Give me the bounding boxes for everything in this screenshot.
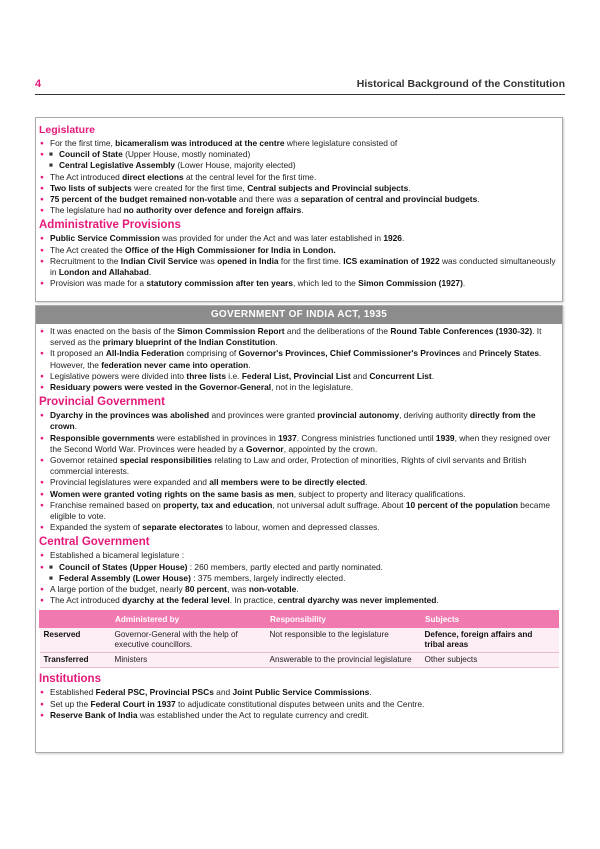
table-header-cell: Responsibility xyxy=(266,611,421,628)
list-item: ● Established a bicameral legislature : xyxy=(39,550,559,561)
sublist-wrapper xyxy=(39,149,559,171)
list-item: ● It was enacted on the basis of the Simon Commission Report and the deliberations of the Round Table Conferences (1930-32). It served as the primary blueprint of the Indian Constitution. xyxy=(39,326,559,348)
sublist-wrapper xyxy=(39,562,559,584)
list-item: ● It proposed an All-India Federation comprising of Governor's Provinces, Chief Commissioner's Provinces and Princely States. However, the federation never came into operation. xyxy=(39,348,559,370)
list-item: ● The Act introduced direct elections at the central level for the first time. xyxy=(39,172,559,183)
list-item: ● Provincial legislatures were expanded and all members were to be directly elected. xyxy=(39,477,559,488)
central-sublist xyxy=(39,562,559,584)
list-item: ● Legislative powers were divided into three lists i.e. Federal List, Provincial List and Concurrent List. xyxy=(39,371,559,382)
list-item: ● The Act introduced dyarchy at the federal level. In practice, central dyarchy was never implemented. xyxy=(39,595,559,606)
list-item: ● Recruitment to the Indian Civil Service was opened in India for the first time. ICS examination of 1922 was conducted simultaneously in London and Allahabad. xyxy=(39,256,559,278)
list-item: ● Public Service Commission was provided for under the Act and was later established in 1926. xyxy=(39,233,559,244)
table-cell: Ministers xyxy=(111,653,266,668)
institutions-list xyxy=(39,687,559,721)
section-box-1919 xyxy=(35,117,563,302)
list-item: ● Residuary powers were vested in the Governor-General, not in the legislature. xyxy=(39,382,559,393)
list-item: ● Reserve Bank of India was established under the Act to regulate currency and credit. xyxy=(39,710,559,721)
table-cell: Answerable to the provincial legislature xyxy=(266,653,421,668)
table-header-cell xyxy=(40,611,111,628)
table-cell: Other subjects xyxy=(421,653,559,668)
list-item: ● The Act created the Office of the High Commissioner for India in London. xyxy=(39,245,559,256)
section-title-provincial: Provincial Government xyxy=(39,396,165,409)
section-band-title: GOVERNMENT OF INDIA ACT, 1935 xyxy=(36,306,562,324)
list-item: ● For the first time, bicameralism was introduced at the centre where legislature consisted of xyxy=(39,138,559,149)
table-cell: Defence, foreign affairs and tribal areas xyxy=(421,628,559,653)
table-cell: Governor-General with the help of executive councillors. xyxy=(111,628,266,653)
list-item: ● The legislature had no authority over defence and foreign affairs. xyxy=(39,205,559,216)
list-item: ● 75 percent of the budget remained non-votable and there was a separation of central and provincial budgets. xyxy=(39,194,559,205)
legislature-sublist xyxy=(39,149,559,171)
page-number: 4 xyxy=(35,78,42,90)
table-row xyxy=(40,653,559,668)
list-item: ● Dyarchy in the provinces was abolished and provinces were granted provincial autonomy, deriving authority directly from the crown. xyxy=(39,410,559,432)
list-item: ● A large portion of the budget, nearly 80 percent, was non-votable. xyxy=(39,584,559,595)
section-title-administrative: Administrative Provisions xyxy=(39,219,181,232)
list-item: ● Responsible governments were established in provinces in 1937. Congress ministries functioned until 1939, when they resigned over the Second World War. Provinces were headed by a Governor, appointed by the crown. xyxy=(39,433,559,455)
sub-list-item: ■ Central Legislative Assembly (Lower House, majority elected) xyxy=(39,160,559,171)
sub-list-item: ■ Federal Assembly (Lower House) : 375 members, largely indirectly elected. xyxy=(39,573,559,584)
list-item: ● Provision was made for a statutory commission after ten years, which led to the Simon Commission (1927). xyxy=(39,278,559,289)
table-row-label: Reserved xyxy=(40,628,111,653)
table-header-cell: Administered by xyxy=(111,611,266,628)
administrative-list xyxy=(39,233,559,289)
list-item: ● Set up the Federal Court in 1937 to adjudicate constitutional disputes between units and the Centre. xyxy=(39,699,559,710)
section-title-institutions: Institutions xyxy=(39,673,101,686)
sub-list-item: ■ ● Council of State (Upper House, mostly nominated) xyxy=(39,149,559,160)
central-list xyxy=(39,550,559,606)
table-cell: Not responsible to the legislature xyxy=(266,628,421,653)
provincial-list xyxy=(39,410,559,533)
sub-list-item: ■ ● Council of States (Upper House) : 260 members, partly elected and partly nominated. xyxy=(39,562,559,573)
dyarchy-table xyxy=(39,610,559,668)
list-item: ● Women were granted voting rights on the same basis as men, subject to property and literacy qualifications. xyxy=(39,489,559,500)
section-title-legislature: Legislature xyxy=(39,124,96,136)
list-item: ● Governor retained special responsibilities relating to Law and order, Protection of minorities, Rights of civil servants and British commercial interests. xyxy=(39,455,559,477)
section-box-1935 xyxy=(35,305,563,753)
table-header-row xyxy=(40,611,559,628)
list-item: ● Two lists of subjects were created for the first time, Central subjects and Provincial subjects. xyxy=(39,183,559,194)
goi-act-list xyxy=(39,326,559,393)
table-header-cell: Subjects xyxy=(421,611,559,628)
page-header xyxy=(35,78,565,95)
table-row xyxy=(40,628,559,653)
list-item: ● Established Federal PSC, Provincial PSCs and Joint Public Service Commissions. xyxy=(39,687,559,698)
page-title: Historical Background of the Constitution xyxy=(356,78,565,90)
table-row-label: Transferred xyxy=(40,653,111,668)
list-item: ● Franchise remained based on property, tax and education, not universal adult suffrage. About 10 percent of the population became eligible to vote. xyxy=(39,500,559,522)
section-title-central: Central Government xyxy=(39,536,150,549)
list-item: ● Expanded the system of separate electorates to labour, women and depressed classes. xyxy=(39,522,559,533)
legislature-list xyxy=(39,138,559,216)
